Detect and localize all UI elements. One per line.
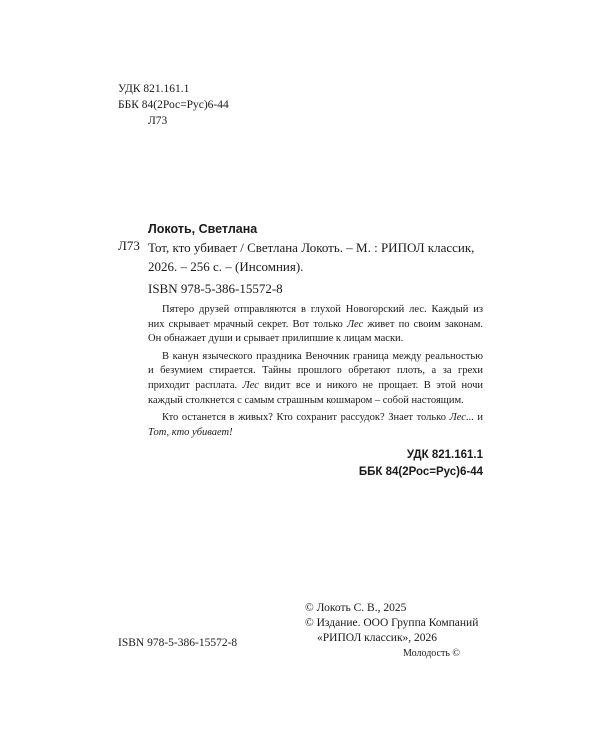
udk-code: УДК 821.161.1 <box>118 83 190 95</box>
annotation-paragraph <box>148 411 483 440</box>
annotation-italic: Тот, кто убивает! <box>148 426 233 438</box>
annotation-text: Кто останется в живых? Кто сохранит рассудок? Знает только <box>162 412 450 424</box>
annotation-text: Пятеро друзей отправляются в глухой Новогорский лес. Каждый из них скрывает мрачный секрет. Вот только <box>148 304 483 330</box>
top-classification-codes <box>118 81 229 129</box>
copyright-author: © Локоть С. В., 2025 <box>305 602 407 614</box>
copyright-block <box>305 601 478 661</box>
annotation-paragraph <box>148 303 483 347</box>
copyright-edition-publisher: «РИПОЛ классик», 2026 <box>317 632 438 644</box>
annotation-italic: Лес <box>449 412 466 424</box>
annotation-italic: Лес <box>242 379 259 391</box>
annotation-text: живет по своим законам. Он обнажает души и срывает прилипшие к лицам маски. <box>148 318 483 345</box>
udk-code-bold: УДК 821.161.1 <box>406 449 483 461</box>
bottom-isbn: ISBN 978-5-386-15572-8 <box>118 637 238 649</box>
entry-call-mark: Л73 <box>118 238 140 253</box>
right-classification-codes <box>359 447 483 481</box>
annotation-italic: Лес <box>346 318 364 330</box>
entry-isbn: ISBN 978-5-386-15572-8 <box>148 281 283 296</box>
annotation-paragraph <box>148 350 483 408</box>
copyright-edition: © Издание. ООО Группа Компаний <box>305 617 479 629</box>
annotation <box>148 303 483 440</box>
author-mark: Л73 <box>148 115 168 127</box>
entry-author: Локоть, Светлана <box>148 222 258 236</box>
annotation-text: ... и <box>465 412 483 424</box>
bbk-code: ББК 84(2Рос=Рус)6-44 <box>118 99 229 111</box>
bbk-code-bold: ББК 84(2Рос=Рус)6-44 <box>358 466 483 478</box>
copyright-imprint-mark: Молодость © <box>403 648 461 659</box>
annotation-text: В канун языческого праздника Веночник граница между реальностью и безумием стирается. Тайны прошлого обретают плоть, а за грехи приходит расплата. <box>148 350 483 391</box>
entry-description: Тот, кто убивает / Светлана Локоть. – М. : РИПОЛ классик, 2026. – 256 с. – (Инсомния). <box>148 240 475 274</box>
annotation-text: видит все и никого не прощает. В этой ночи каждый столкнется с самым страшным кошмаром – собой настоящим. <box>148 379 483 406</box>
